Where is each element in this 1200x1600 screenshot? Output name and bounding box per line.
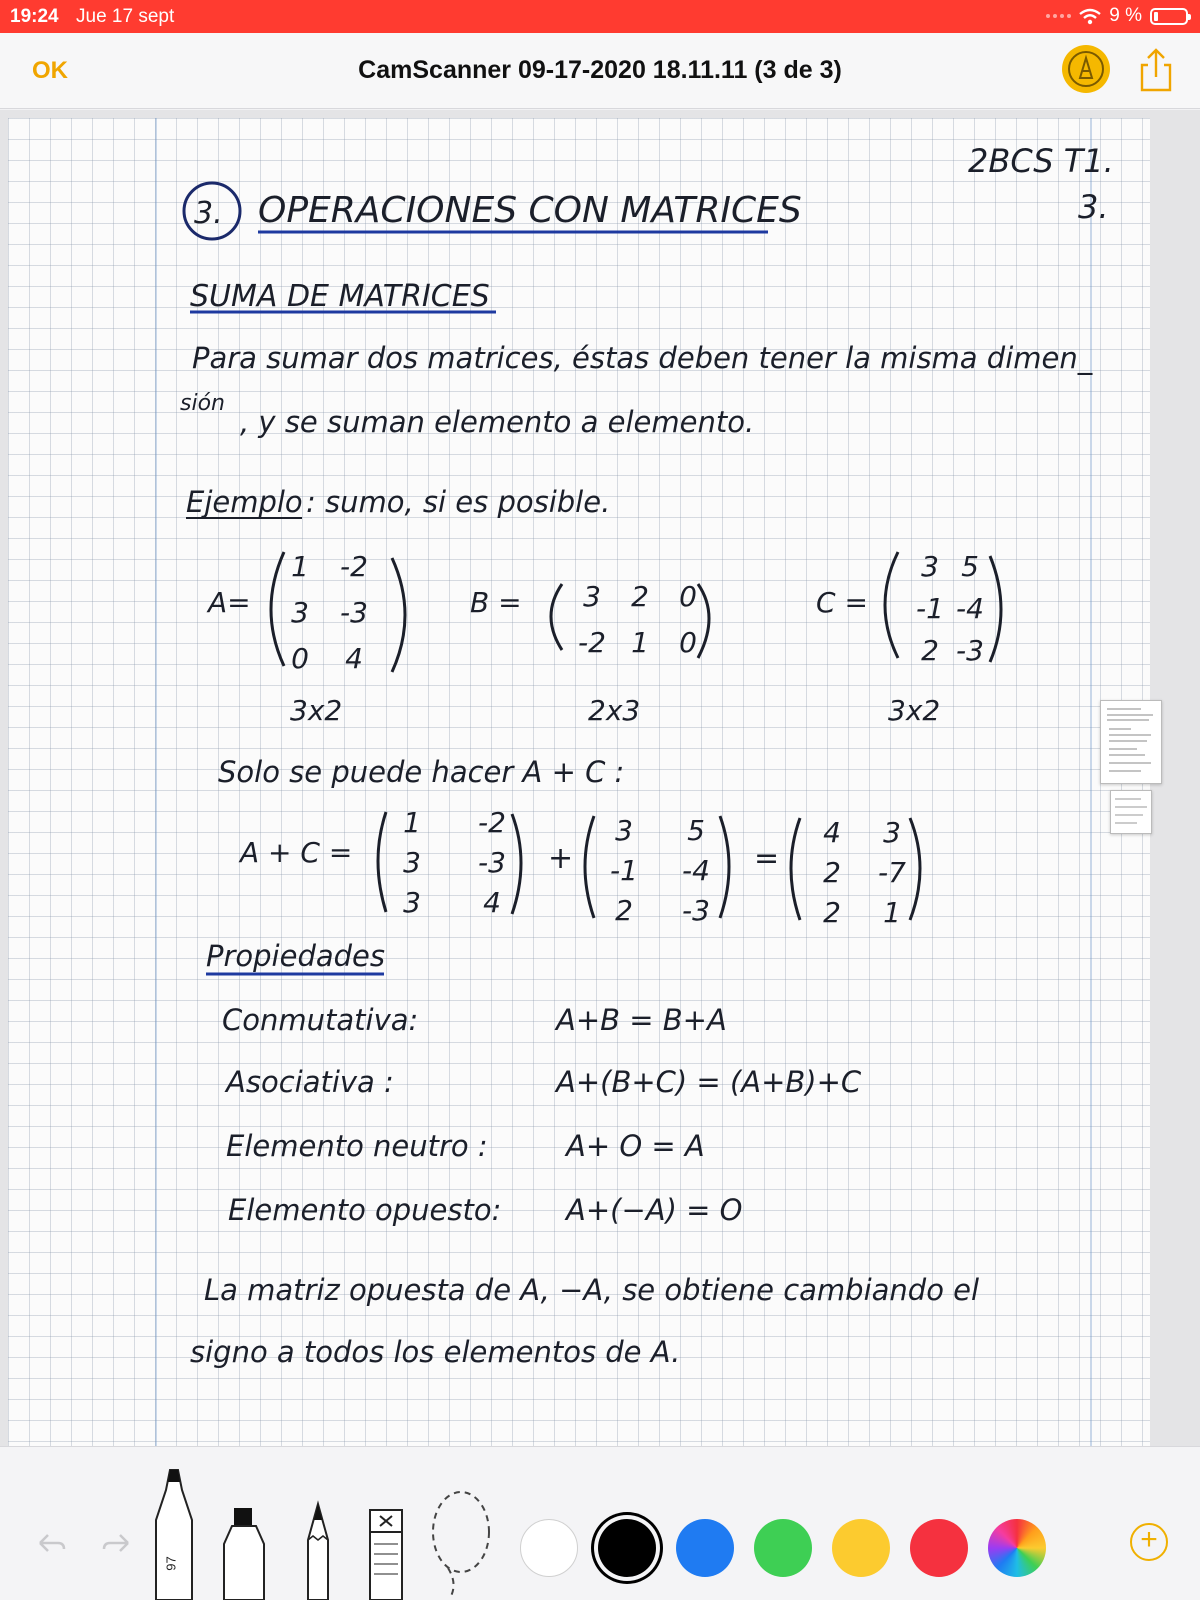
battery-percent: 9 % <box>1109 5 1142 26</box>
intro-line-2b: , y se suman elemento a elemento. <box>240 405 755 439</box>
matrix-c-grid <box>916 550 984 667</box>
share-icon <box>1136 47 1176 93</box>
sum-left-cell-0-0: 1 <box>403 806 421 839</box>
sum-right-bracket-close <box>720 816 729 918</box>
sum-right-cell-0-0: 3 <box>615 814 633 847</box>
sum-left-cell-1-0: 3 <box>403 846 421 879</box>
sum-left-bracket-open <box>378 812 386 912</box>
sum-right-bracket-open <box>585 816 594 918</box>
matrix-c-cell-0-1: 5 <box>961 550 979 583</box>
matrix-c-cell-2-1: -3 <box>956 634 984 667</box>
property-formula-1: A+B = B+A <box>556 1003 727 1037</box>
color-swatch-2[interactable] <box>676 1519 734 1577</box>
ok-button[interactable]: OK <box>32 57 68 84</box>
property-name-3: Elemento neutro : <box>226 1129 488 1163</box>
matrix-b-cell-0-2: 0 <box>679 580 697 613</box>
header-page: 3. <box>1078 188 1109 226</box>
marker-tool[interactable] <box>220 1504 270 1600</box>
sum-right-grid <box>610 814 710 927</box>
undo-icon <box>34 1529 68 1559</box>
matrix-a-cell-0-1: -2 <box>340 550 368 583</box>
property-formula-2: A+(B+C) = (A+B)+C <box>556 1065 862 1099</box>
lasso-tool[interactable] <box>428 1480 494 1600</box>
sum-result-bracket-open <box>791 818 800 920</box>
eraser-icon <box>366 1504 406 1600</box>
matrix-a-cell-1-1: -3 <box>340 596 368 629</box>
matrix-b-left-bracket <box>551 584 562 650</box>
sum-result-cell-0-0: 4 <box>823 816 841 849</box>
pen-tool[interactable] <box>152 1464 196 1600</box>
share-button[interactable] <box>1136 47 1176 93</box>
pen-icon <box>152 1464 196 1600</box>
matrix-a-label: A= <box>208 586 251 619</box>
sum-left-cell-0-1: -2 <box>478 806 506 839</box>
color-swatch-5[interactable] <box>910 1519 968 1577</box>
sum-result-cell-2-0: 2 <box>823 896 841 929</box>
matrix-c-label: C = <box>816 586 868 619</box>
redo-icon <box>100 1529 134 1559</box>
sum-left-cell-2-0: 3 <box>403 886 421 919</box>
matrix-c-cell-0-0: 3 <box>921 550 939 583</box>
sum-result-cell-1-1: -7 <box>878 856 906 889</box>
sum-result-grid <box>823 816 906 929</box>
sum-result-cell-0-1: 3 <box>883 816 901 849</box>
color-swatch-1[interactable] <box>598 1519 656 1577</box>
status-bar <box>0 0 1200 33</box>
sum-result-cell-2-1: 1 <box>883 896 901 929</box>
matrix-b-cell-0-0: 3 <box>583 580 601 613</box>
undo-button[interactable] <box>32 1529 70 1559</box>
header-course: 2BCS T1. <box>968 142 1114 180</box>
intro-line-2a: sión <box>180 391 225 416</box>
marker-icon <box>220 1504 270 1600</box>
status-right <box>1046 5 1188 27</box>
color-swatch-0[interactable] <box>520 1519 578 1577</box>
nav-bar <box>0 33 1200 109</box>
closing-line-2: signo a todos los elementos de A. <box>190 1335 681 1369</box>
matrix-b-cell-1-0: -2 <box>578 626 606 659</box>
document-title: CamScanner 09-17-2020 18.11.11 (3 de 3) <box>358 56 842 84</box>
lasso-icon <box>428 1480 494 1600</box>
markup-button[interactable] <box>1062 45 1110 93</box>
matrix-b-right-bracket <box>698 584 709 658</box>
sum-right-cell-1-1: -4 <box>682 854 710 887</box>
sum-result-bracket-close <box>910 818 920 920</box>
color-picker-wheel[interactable] <box>988 1519 1046 1577</box>
handwritten-content <box>0 110 1200 1446</box>
color-swatch-4[interactable] <box>832 1519 890 1577</box>
matrix-a-cell-2-0: 0 <box>291 642 309 675</box>
example-label: Ejemplo <box>186 485 303 519</box>
sum-left-cell-2-1: 4 <box>483 886 501 919</box>
matrix-c-cell-1-0: -1 <box>916 592 944 625</box>
property-formula-3: A+ O = A <box>566 1129 705 1163</box>
eraser-tool[interactable] <box>366 1504 406 1600</box>
matrix-b-cell-0-1: 2 <box>631 580 649 613</box>
matrix-a-cell-0-0: 1 <box>291 550 309 583</box>
closing-line-1: La matriz opuesta de A, −A, se obtiene cambiando el <box>204 1273 980 1307</box>
matrix-b-cell-1-2: 0 <box>679 626 697 659</box>
section-number: 3. <box>194 196 223 231</box>
pen-size-label: 97 <box>163 1556 179 1571</box>
property-name-4: Elemento opuesto: <box>228 1193 502 1227</box>
sum-right-cell-2-1: -3 <box>682 894 710 927</box>
section-title: OPERACIONES CON MATRICES <box>258 190 802 231</box>
properties-label: Propiedades <box>206 939 385 973</box>
pen-circle-icon <box>1066 49 1106 89</box>
battery-icon <box>1150 8 1188 25</box>
matrix-b-grid <box>578 580 697 659</box>
color-swatch-3[interactable] <box>754 1519 812 1577</box>
pencil-icon <box>296 1500 340 1600</box>
sum-label: A + C = <box>240 836 353 869</box>
property-formula-4: A+(−A) = O <box>566 1193 743 1227</box>
sum-right-cell-2-0: 2 <box>615 894 633 927</box>
matrix-a-cell-1-0: 3 <box>291 596 309 629</box>
sum-plus: + <box>548 841 574 876</box>
matrix-c-cell-2-0: 2 <box>921 634 939 667</box>
matrix-c-cell-1-1: -4 <box>956 592 984 625</box>
sum-left-cell-1-1: -3 <box>478 846 506 879</box>
plus-circle-icon: + <box>1140 1523 1158 1556</box>
matrix-a-right-bracket <box>392 558 405 672</box>
sum-left-bracket-close <box>512 814 521 914</box>
status-time: 19:24 <box>10 6 59 27</box>
markup-toolbar <box>0 1446 1200 1600</box>
intro-line-1: Para sumar dos matrices, éstas deben tener la misma dimen_ <box>192 341 1093 375</box>
signal-icon <box>1046 14 1071 18</box>
sum-right-cell-0-1: 5 <box>687 814 705 847</box>
subtitle: SUMA DE MATRICES <box>190 279 490 314</box>
pencil-tool[interactable] <box>296 1500 340 1600</box>
matrix-b-label: B = <box>470 586 522 619</box>
matrix-b-cell-1-1: 1 <box>631 626 649 659</box>
only-text: Solo se puede hacer A + C : <box>218 755 625 789</box>
matrix-c-left-bracket <box>885 552 898 658</box>
add-button[interactable] <box>1130 1523 1168 1561</box>
property-name-2: Asociativa : <box>226 1065 394 1099</box>
sum-left-grid <box>403 806 506 919</box>
status-date: Jue 17 sept <box>76 6 175 27</box>
sum-result-cell-1-0: 2 <box>823 856 841 889</box>
battery-fill <box>1154 12 1158 21</box>
example-text: : sumo, si es posible. <box>306 485 611 519</box>
property-name-1: Conmutativa: <box>222 1003 419 1037</box>
matrix-a-cell-2-1: 4 <box>345 642 363 675</box>
matrix-b-dim: 2x3 <box>588 694 641 727</box>
matrix-c-right-bracket <box>990 556 1001 662</box>
matrix-a-left-bracket <box>271 552 284 666</box>
wifi-icon <box>1079 8 1101 25</box>
matrix-a-grid <box>291 550 368 675</box>
matrix-a-dim: 3x2 <box>290 694 343 727</box>
redo-button[interactable] <box>98 1529 136 1559</box>
matrix-c-dim: 3x2 <box>888 694 941 727</box>
sum-equals: = <box>754 841 780 876</box>
sum-right-cell-1-0: -1 <box>610 854 638 887</box>
